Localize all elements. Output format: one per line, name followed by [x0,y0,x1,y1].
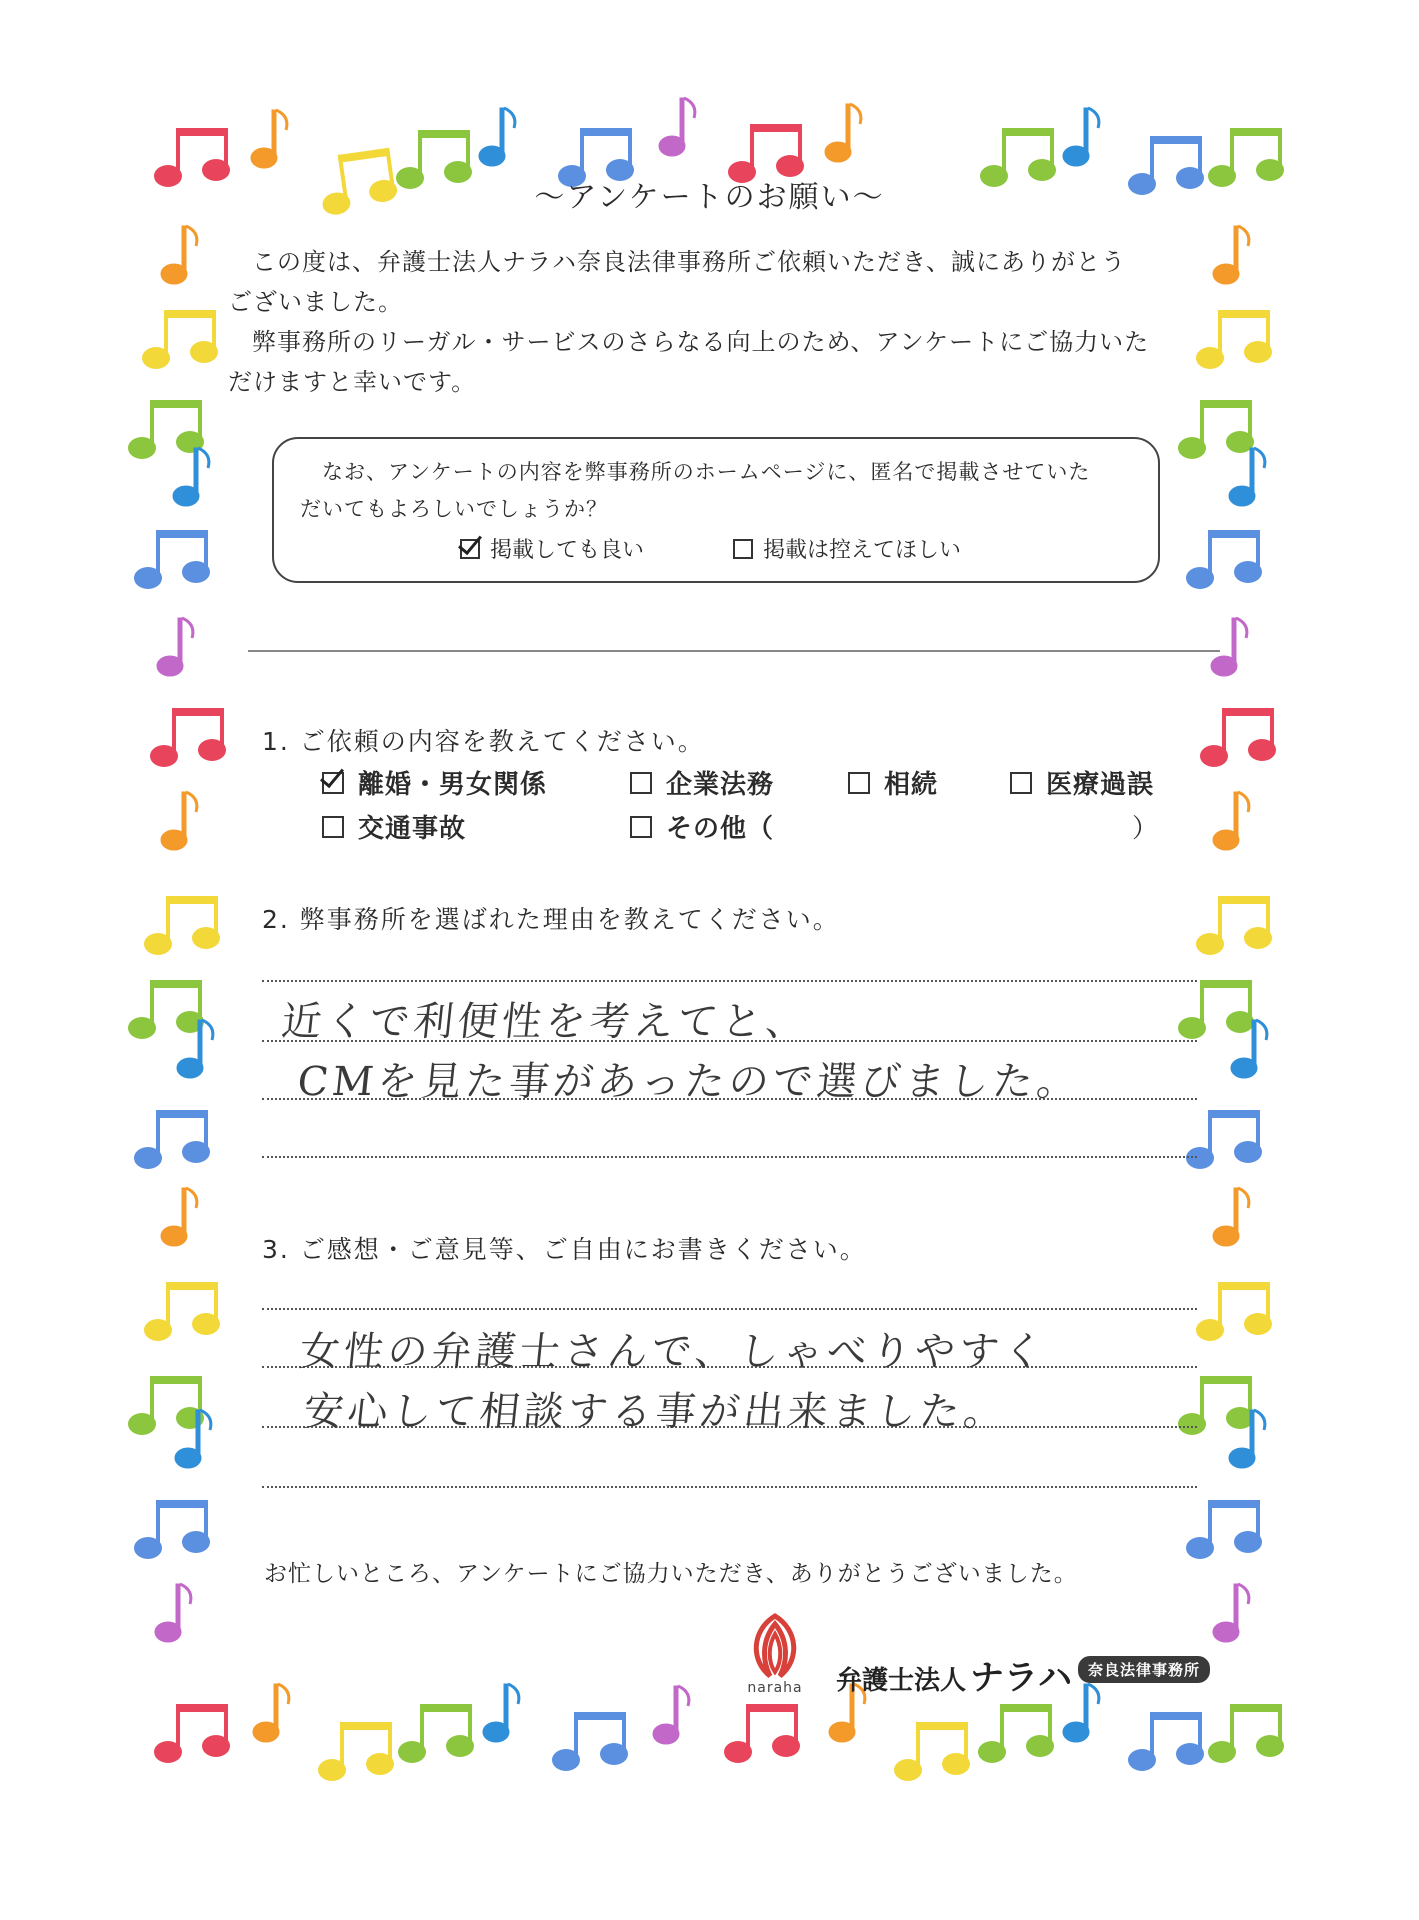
logo-wordmark: naraha [747,1680,803,1696]
single-note-icon [825,104,861,162]
firm-main-name: ナラハ [970,1658,1073,1698]
answer-line [262,980,1197,982]
question-3: 3. ご感想・ご意見等、ご自由にお書きください。 [262,1235,867,1264]
q1-option-label: その他（ [666,814,775,844]
q1-option-other[interactable] [630,808,774,845]
double-note-icon [1178,400,1254,459]
single-note-icon [253,1684,289,1742]
q3-answer-line1[interactable]: 女性の弁護士さんで、しゃべりやすく [297,1329,1050,1375]
checkbox-icon[interactable] [322,816,344,838]
single-note-icon [251,110,287,168]
double-note-icon [144,896,220,955]
double-note-icon [134,1500,210,1559]
q1-option-traffic[interactable] [322,808,466,845]
q1-option-label: 離婚・男女関係 [358,770,548,800]
single-note-icon [659,98,695,156]
checkbox-icon[interactable] [848,772,870,794]
single-note-icon [155,1584,191,1642]
q2-answer-line2[interactable]: CMを見た事があったので選びました。 [295,1059,1084,1105]
consent-line2: だいてもよろしいでしょうか？ [300,497,608,521]
double-note-icon [1196,896,1272,955]
double-note-icon [978,1704,1054,1763]
intro-p2-line1: 弊事務所のリーガル・サービスのさらなる向上のため、アンケートにご協力いた [252,328,1150,356]
firm-name [836,1650,1072,1699]
double-note-icon [1196,1282,1272,1341]
double-note-icon [1178,980,1254,1039]
checkbox-icon[interactable] [630,816,652,838]
double-note-icon [134,1110,210,1169]
question-2: 2. 弊事務所を選ばれた理由を教えてください。 [262,905,840,934]
q1-other-close-paren: ） [1132,814,1160,844]
double-note-icon [144,1282,220,1341]
intro-p2-line2: だけますと幸いです。 [228,368,477,396]
single-note-icon [1213,792,1249,850]
consent-option-allow[interactable] [460,533,644,564]
single-note-icon [1213,1188,1249,1246]
single-note-icon [161,792,197,850]
q1-option-malpractice[interactable] [1010,764,1154,801]
intro-text [228,242,1208,402]
double-note-icon [724,1704,800,1763]
q3-answer-line2[interactable]: 安心して相談する事が出来ました。 [301,1389,1011,1435]
q1-option-label: 医療過誤 [1046,770,1155,800]
q1-option-inheritance[interactable] [848,764,938,801]
single-note-icon [173,448,209,506]
single-note-icon [1211,618,1247,676]
q1-option-corporate[interactable] [630,764,774,801]
intro-p1-line1: この度は、弁護士法人ナラハ奈良法律事務所ご依頼いただき、誠にありがとう [252,248,1127,276]
single-note-icon [1229,448,1265,506]
double-note-icon [1128,1712,1204,1771]
single-note-icon [161,226,197,284]
q2-answer-line1[interactable]: 近くで利便性を考えてと、 [279,999,813,1045]
single-note-icon [483,1684,519,1742]
single-note-icon [479,108,515,166]
firm-prefix: 弁護士法人 [836,1666,967,1696]
checkbox-icon[interactable] [630,772,652,794]
single-note-icon [1213,226,1249,284]
consent-question [300,454,1160,528]
double-note-icon [552,1712,628,1771]
double-note-icon [128,1376,204,1435]
double-note-icon [1186,1500,1262,1559]
single-note-icon [161,1188,197,1246]
double-note-icon [150,708,226,767]
checkbox-icon[interactable] [1010,772,1032,794]
checkbox-checked-icon[interactable] [322,772,344,794]
q1-option-label: 交通事故 [358,814,467,844]
double-note-icon [154,1704,230,1763]
double-note-icon [1200,708,1276,767]
single-note-icon [1213,1584,1249,1642]
intro-p1-line2: ございました。 [228,288,403,316]
answer-line [262,1486,1197,1488]
answer-line [262,1156,1197,1158]
single-note-icon [1063,108,1099,166]
section-divider [248,650,1220,652]
double-note-icon [128,980,204,1039]
closing-message: お忙しいところ、アンケートにご協力いただき、ありがとうございました。 [264,1561,1078,1587]
consent-option-decline[interactable] [733,533,961,564]
consent-option-label: 掲載は控えてほしい [763,538,962,563]
checkbox-checked-icon[interactable] [460,539,480,559]
consent-option-label: 掲載しても良い [490,538,645,563]
single-note-icon [157,618,193,676]
double-note-icon [894,1722,970,1781]
question-1: 1. ご依頼の内容を教えてください。 [262,727,705,756]
single-note-icon [653,1686,689,1744]
double-note-icon [1208,1704,1284,1763]
firm-badge: 奈良法律事務所 [1078,1656,1210,1683]
double-note-icon [128,400,204,459]
answer-line [262,1308,1197,1310]
double-note-icon [134,530,210,589]
double-note-icon [318,1722,394,1781]
q1-option-divorce[interactable] [322,764,547,801]
double-note-icon [1186,1110,1262,1169]
checkbox-icon[interactable] [733,539,753,559]
q1-option-label: 相続 [884,770,939,800]
double-note-icon [1186,530,1262,589]
q1-option-label: 企業法務 [666,770,775,800]
consent-line1: なお、アンケートの内容を弊事務所のホームページに、匿名で掲載させていた [322,460,1091,484]
page-title: ～アンケートのお願い～ [534,180,885,215]
double-note-icon [398,1704,474,1763]
double-note-icon [142,310,218,369]
